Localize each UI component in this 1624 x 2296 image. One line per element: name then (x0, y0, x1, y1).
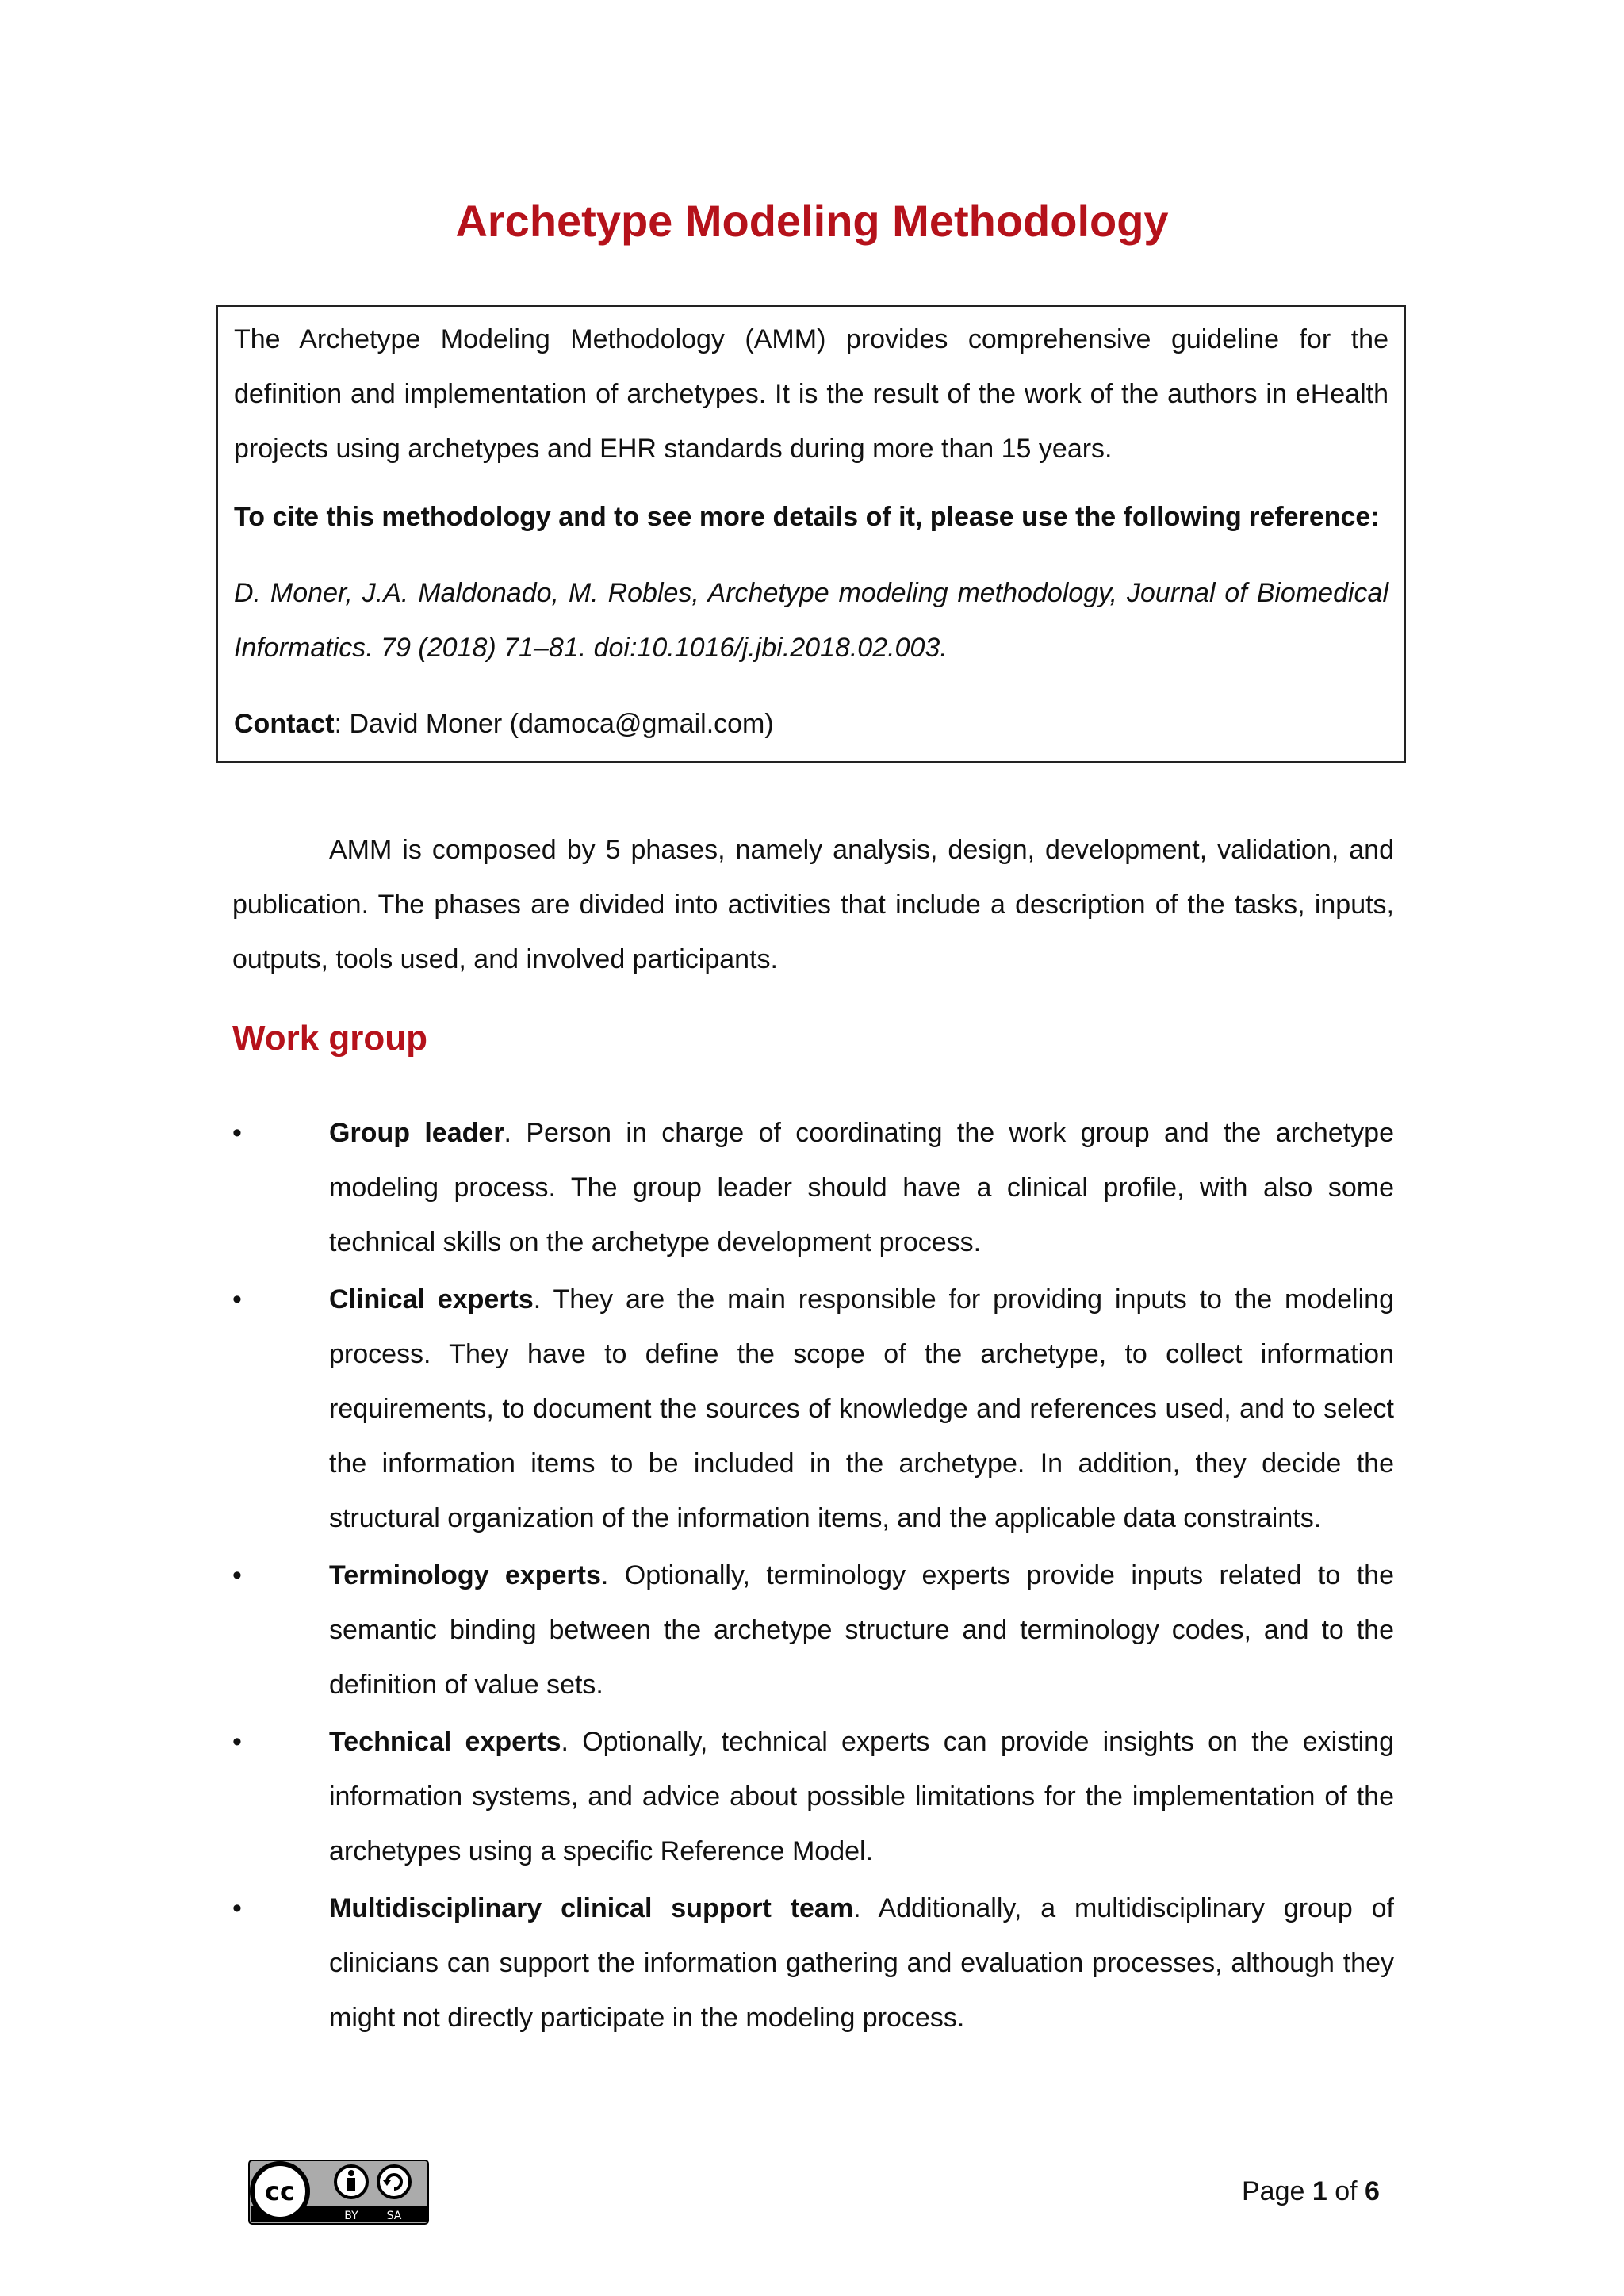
cite-heading: To cite this methodology and to see more details of it, please use the following reference: (234, 502, 1380, 532)
document-title: Archetype Modeling Methodology (455, 196, 1169, 246)
abstract-intro: The Archetype Modeling Methodology (AMM) provides comprehensive guideline for the definition and implementation of archetypes. It is the result of the work of the authors in eHealth projects using archetypes and EHR standards during more than 15 years. (234, 324, 1388, 464)
list-item (232, 1548, 1394, 1712)
bullet-icon: • (232, 1727, 242, 1757)
cc-text: cc (265, 2176, 295, 2206)
abstract-box (216, 305, 1406, 763)
contact-line (234, 697, 1388, 752)
sa-text: SA (386, 2210, 402, 2222)
work-group-heading: Work group (232, 1019, 428, 1058)
bullet-icon: • (232, 1893, 242, 1923)
list-item (232, 1881, 1394, 2045)
work-group-list (232, 1106, 1394, 2045)
list-item (232, 1715, 1394, 1879)
contact-value: : David Moner (damoca@gmail.com) (334, 709, 774, 739)
bullet-icon: • (232, 1118, 242, 1148)
page-total: 6 (1365, 2176, 1380, 2206)
page-prefix: Page (1242, 2176, 1312, 2206)
bullet-icon: • (232, 1284, 242, 1314)
by-text: BY (344, 2210, 358, 2222)
role-name: Multidisciplinary clinical support team (329, 1893, 854, 1923)
role-name: Group leader (329, 1118, 504, 1148)
page-current: 1 (1312, 2176, 1327, 2206)
cc-by-sa-icon (248, 2160, 429, 2225)
role-description: . Optionally, terminology experts provide inputs related to the semantic binding between the archetype structure and terminology codes, and to the definition of value sets. (329, 1560, 1394, 1700)
page-of: of (1327, 2176, 1365, 2206)
role-description: . Additionally, a multidisciplinary group of clinicians can support the information gathering and evaluation processes, although they might not directly participate in the modeling process. (329, 1893, 1394, 2033)
list-item (232, 1272, 1394, 1546)
page-number (1242, 2175, 1380, 2207)
role-name: Clinical experts (329, 1284, 534, 1314)
role-name: Technical experts (329, 1727, 561, 1757)
role-description: . Optionally, technical experts can provide insights on the existing information systems, and advice about possible limitations for the implementation of the archetypes using a specific Reference Model. (329, 1727, 1394, 1866)
role-name: Terminology experts (329, 1560, 601, 1590)
bullet-icon: • (232, 1560, 242, 1590)
role-description: . Person in charge of coordinating the work group and the archetype modeling process. The group leader should have a clinical profile, with also some technical skills on the archetype development process. (329, 1118, 1395, 1257)
body-paragraph: AMM is composed by 5 phases, namely analysis, design, development, validation, and publication. The phases are divided into activities that include a description of the tasks, inputs, outputs, tools used, and involved participants. (232, 835, 1394, 974)
citation: D. Moner, J.A. Maldonado, M. Robles, Archetype modeling methodology, Journal of Biomedical Informatics. 79 (2018) 71–81. doi:10.1016/j.jbi.2018.02.003. (234, 578, 1388, 663)
contact-label: Contact (234, 709, 335, 739)
list-item (232, 1106, 1394, 1270)
role-description: . They are the main responsible for providing inputs to the modeling process. They have to define the scope of the archetype, to collect information requirements, to document the sources of knowledge and references used, and to select the information items to be included in the archetype. In addition, they decide the structural organization of the information items, and the applicable data constraints. (329, 1284, 1394, 1533)
